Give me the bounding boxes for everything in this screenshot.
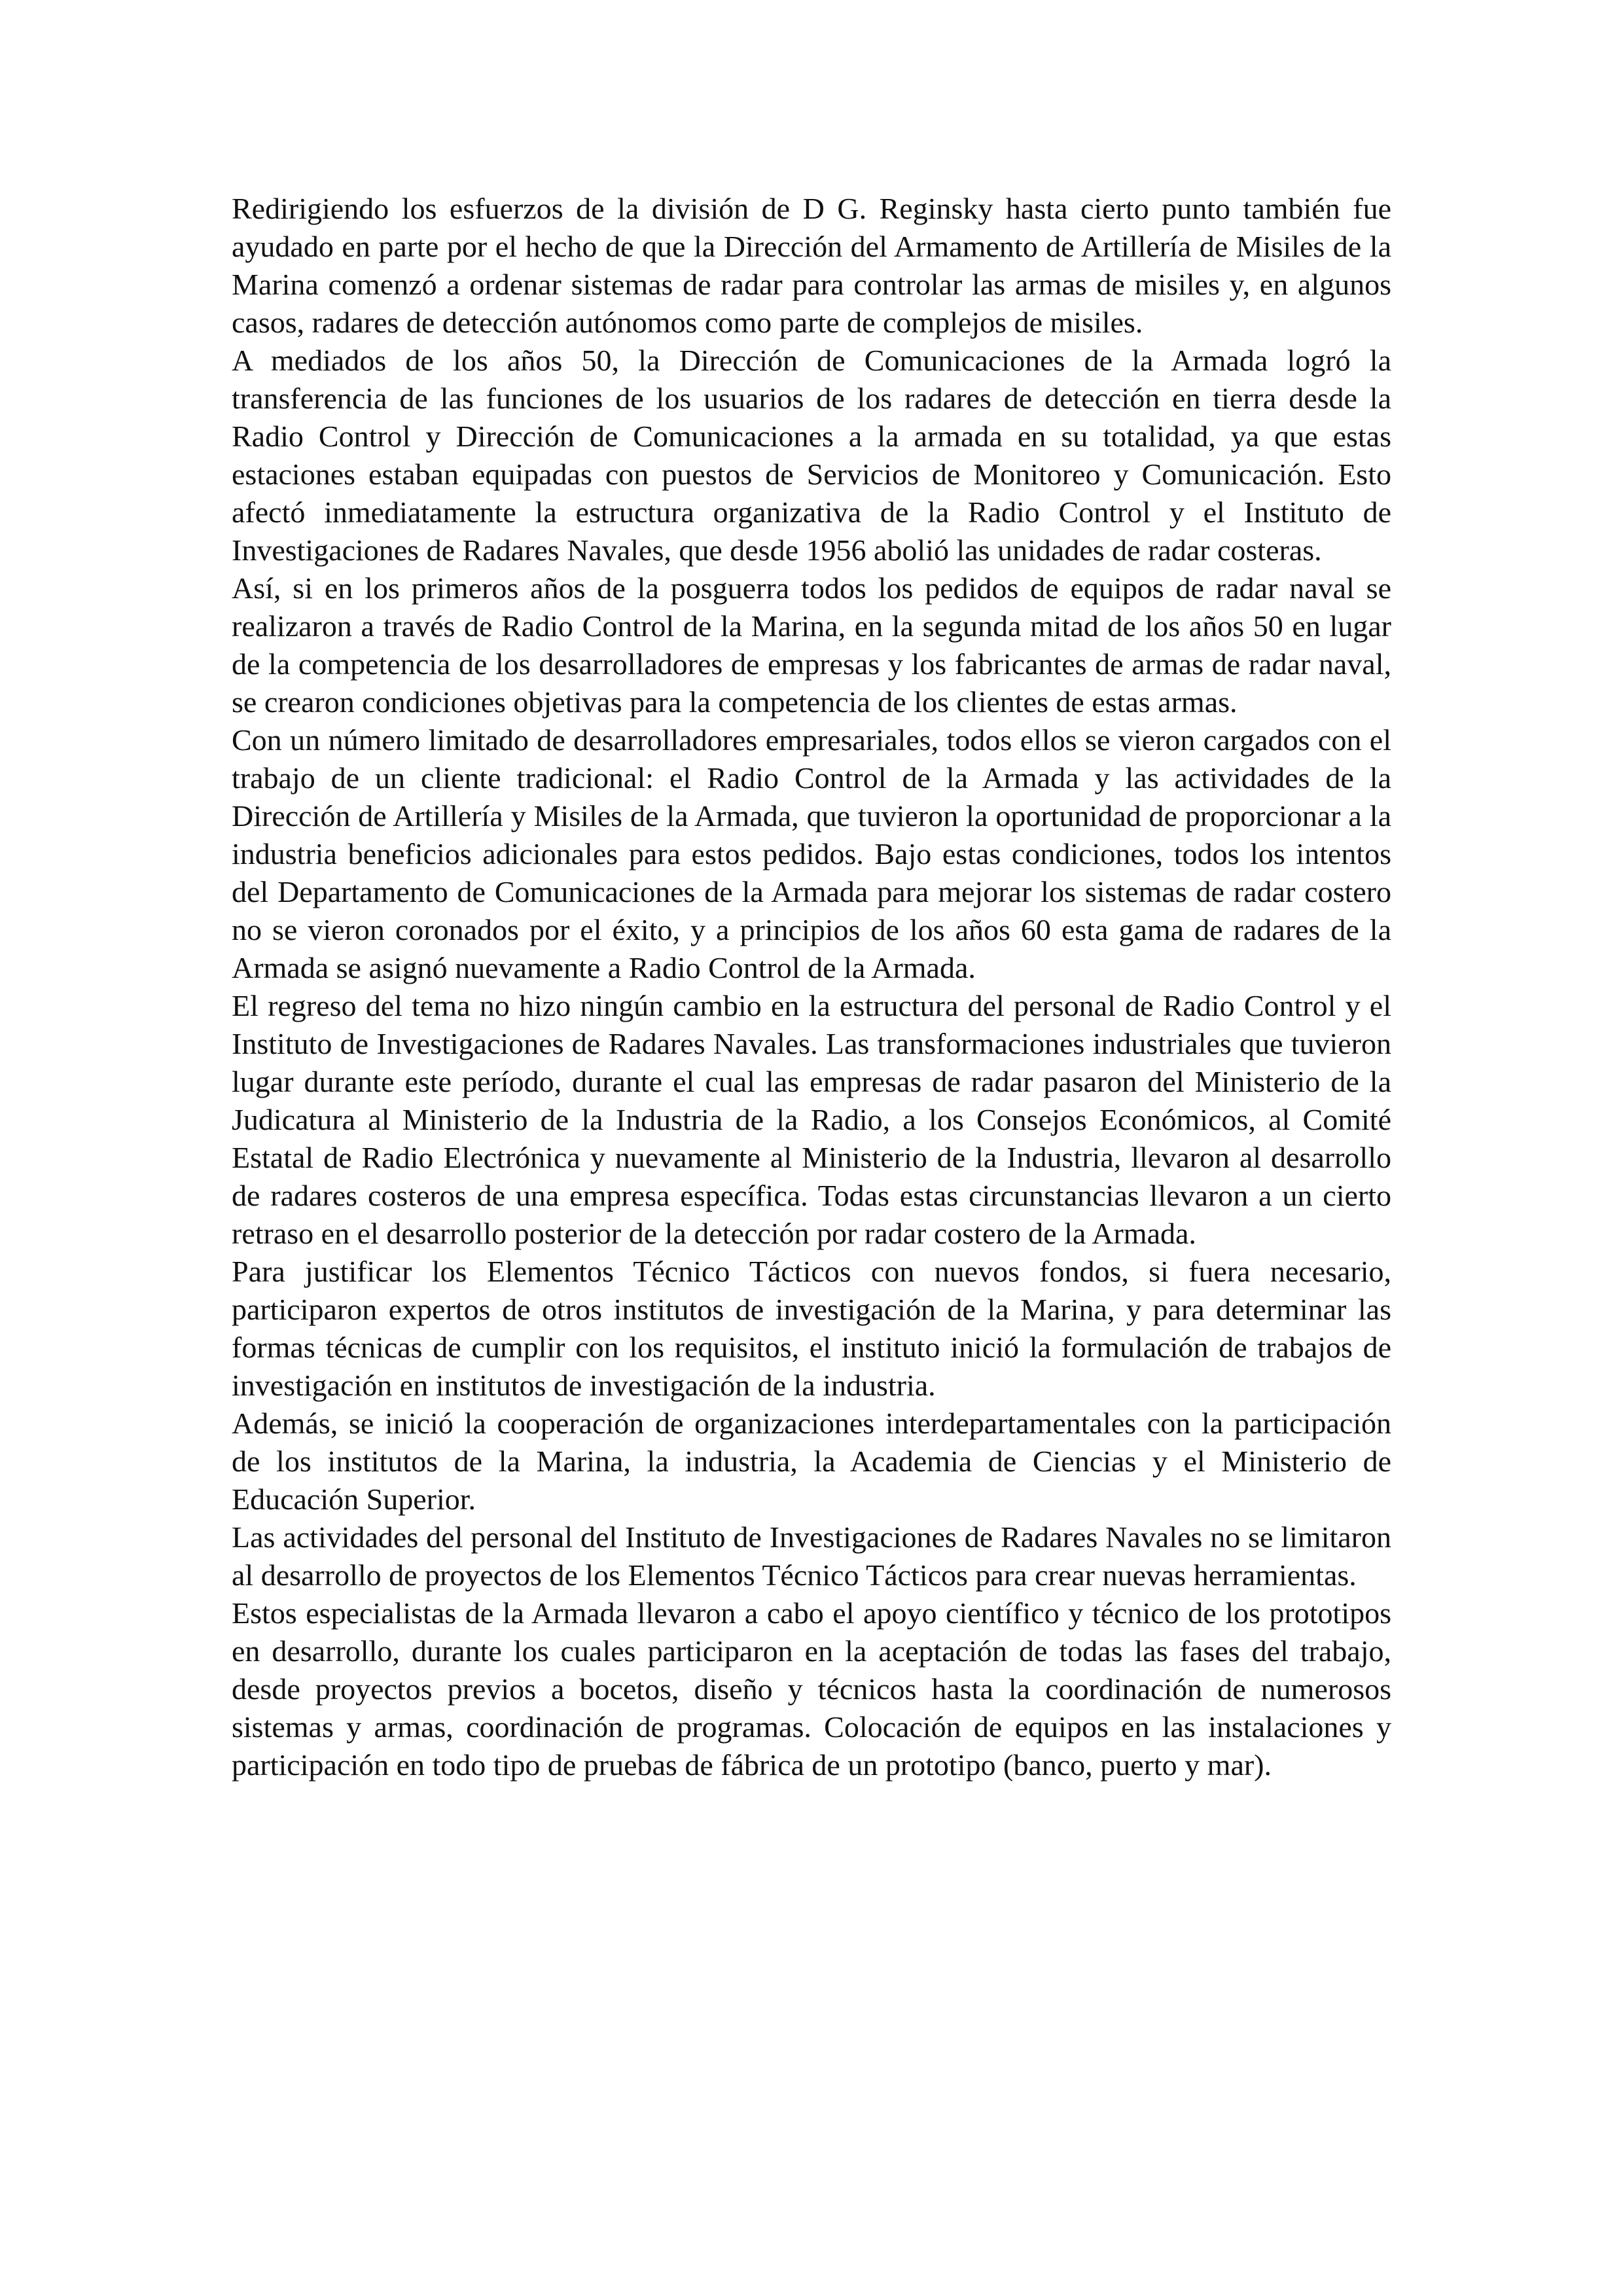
document-page — [232, 190, 1391, 1784]
paragraph-5: El regreso del tema no hizo ningún cambio en la estructura del personal de Radio Control y el Instituto de Investigaciones de Radares Navales. Las transformaciones industriales que tuvieron lugar durante este período, durante el cual las empresas de radar pasaron del Ministerio de la Judicatura al Ministerio de la Industria de la Radio, a los Consejos Económicos, al Comité Estatal de Radio Electrónica y nuevamente al Ministerio de la Industria, llevaron al desarrollo de radares costeros de una empresa específica. Todas estas circunstancias llevaron a un cierto retraso en el desarrollo posterior de la detección por radar costero de la Armada. — [232, 989, 1391, 1250]
paragraph-4: Con un número limitado de desarrolladores empresariales, todos ellos se vieron cargados con el trabajo de un cliente tradicional: el Radio Control de la Armada y las actividades de la Dirección de Artillería y Misiles de la Armada, que tuvieron la oportunidad de proporcionar a la industria beneficios adicionales para estos pedidos. Bajo estas condiciones, todos los intentos del Departamento de Comunicaciones de la Armada para mejorar los sistemas de radar costero no se vieron coronados por el éxito, y a principios de los años 60 esta gama de radares de la Armada se asignó nuevamente a Radio Control de la Armada. — [232, 723, 1391, 984]
paragraph-9: Estos especialistas de la Armada llevaron a cabo el apoyo científico y técnico de los prototipos en desarrollo, durante los cuales participaron en la aceptación de todas las fases del trabajo, desde proyectos previos a bocetos, diseño y técnicos hasta la coordinación de numerosos sistemas y armas, coordinación de programas. Colocación de equipos en las instalaciones y participación en todo tipo de pruebas de fábrica de un prototipo (banco, puerto y mar). — [232, 1596, 1391, 1782]
paragraph-6: Para justificar los Elementos Técnico Tácticos con nuevos fondos, si fuera necesario, participaron expertos de otros institutos de investigación de la Marina, y para determinar las formas técnicas de cumplir con los requisitos, el instituto inició la formulación de trabajos de investigación en institutos de investigación de la industria. — [232, 1255, 1391, 1402]
paragraph-2: A mediados de los años 50, la Dirección de Comunicaciones de la Armada logró la transferencia de las funciones de los usuarios de los radares de detección en tierra desde la Radio Control y Dirección de Comunicaciones a la armada en su totalidad, ya que estas estaciones estaban equipadas con puestos de Servicios de Monitoreo y Comunicación. Esto afectó inmediatamente la estructura organizativa de la Radio Control y el Instituto de Investigaciones de Radares Navales, que desde 1956 abolió las unidades de radar costeras. — [232, 344, 1391, 567]
paragraph-1: Redirigiendo los esfuerzos de la división de D G. Reginsky hasta cierto punto también fue ayudado en parte por el hecho de que la Dirección del Armamento de Artillería de Misiles de la Marina comenzó a ordenar sistemas de radar para controlar las armas de misiles y, en algunos casos, radares de detección autónomos como parte de complejos de misiles. — [232, 192, 1391, 339]
paragraph-7: Además, se inició la cooperación de organizaciones interdepartamentales con la participación de los institutos de la Marina, la industria, la Academia de Ciencias y el Ministerio de Educación Superior. — [232, 1407, 1391, 1516]
paragraph-8: Las actividades del personal del Instituto de Investigaciones de Radares Navales no se limitaron al desarrollo de proyectos de los Elementos Técnico Tácticos para crear nuevas herramientas. — [232, 1520, 1391, 1592]
paragraph-3: Así, si en los primeros años de la posguerra todos los pedidos de equipos de radar naval se realizaron a través de Radio Control de la Marina, en la segunda mitad de los años 50 en lugar de la competencia de los desarrolladores de empresas y los fabricantes de armas de radar naval, se crearon condiciones objetivas para la competencia de los clientes de estas armas. — [232, 571, 1391, 719]
